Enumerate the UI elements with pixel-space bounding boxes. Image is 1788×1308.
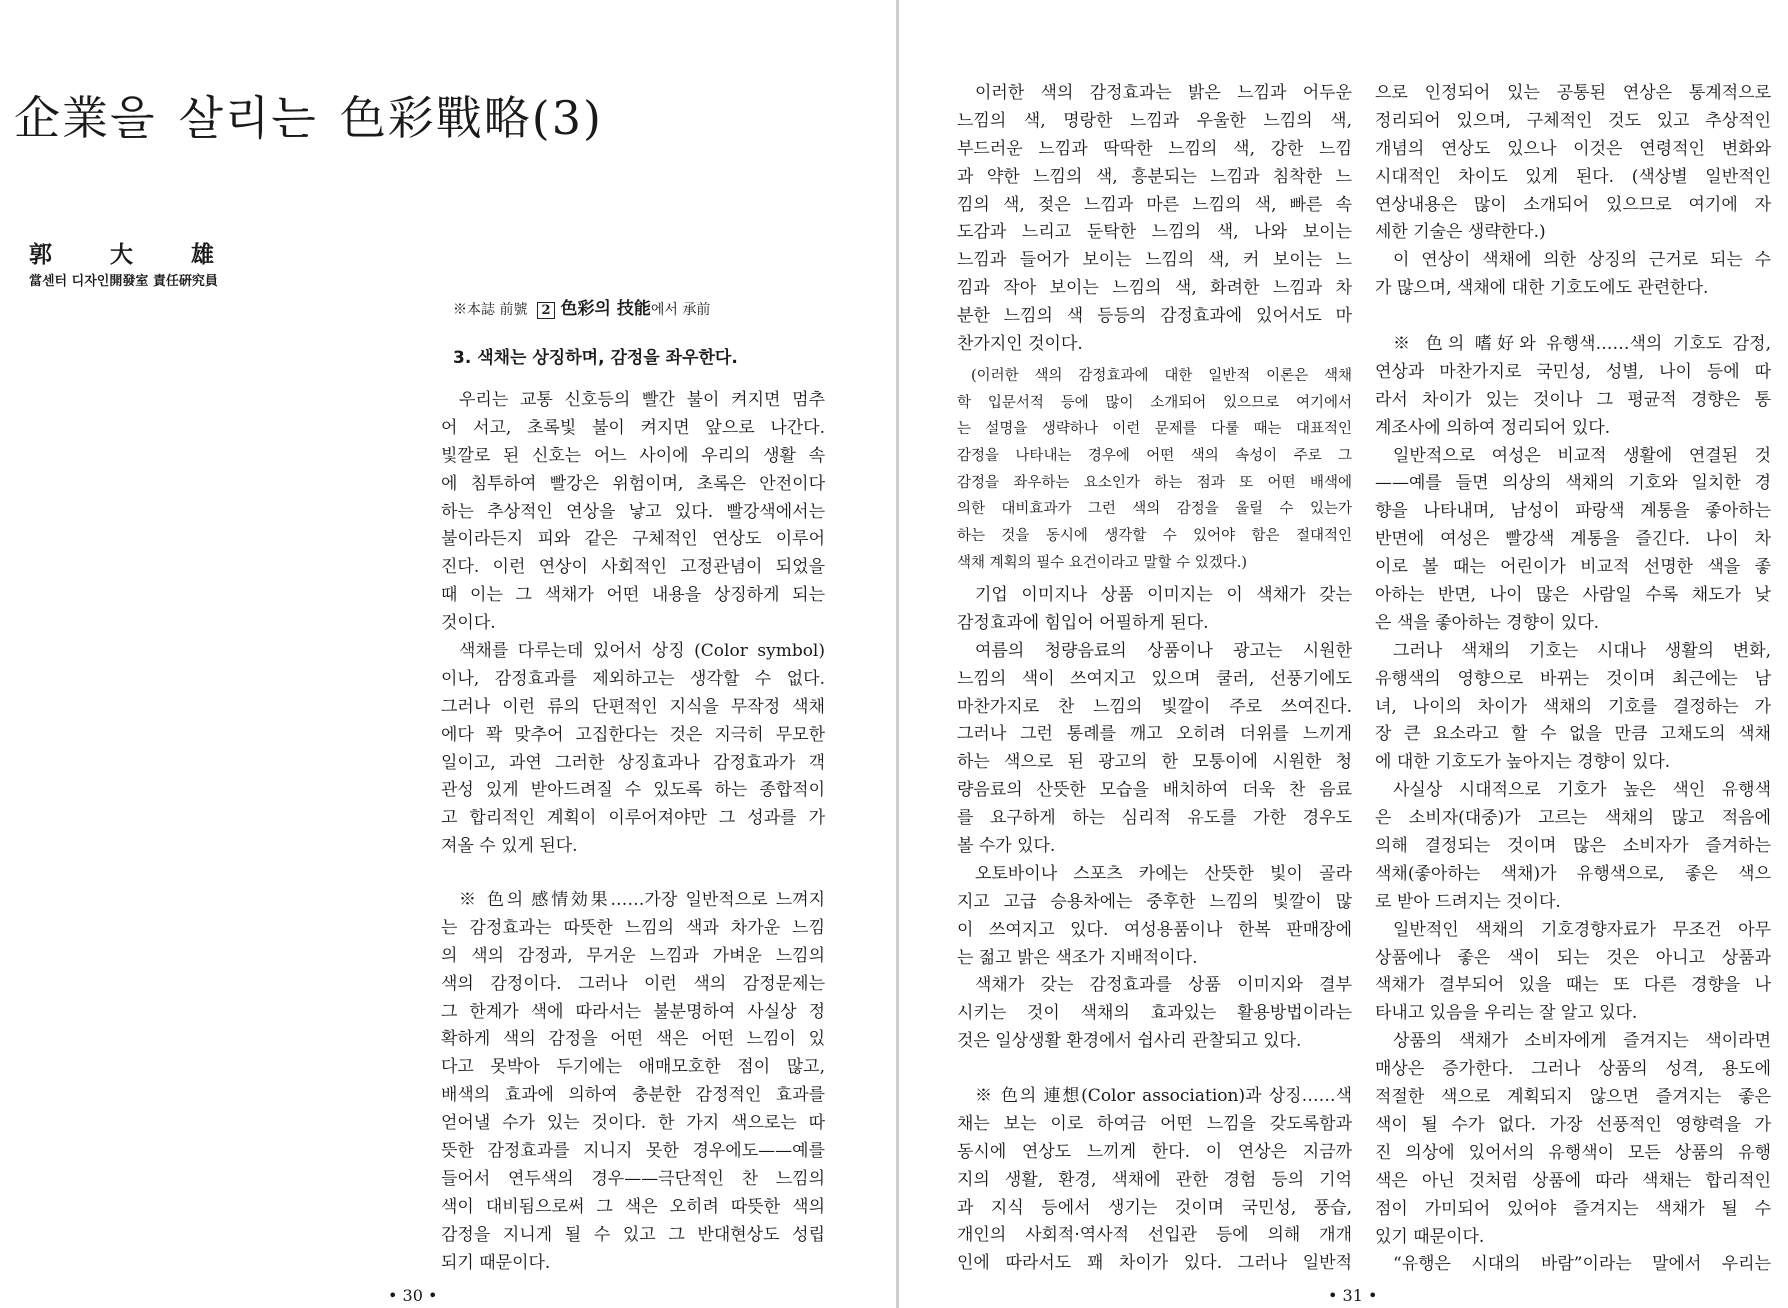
text-line: 여름의 청량음료의 상품이나 광고는 시원한 (975, 640, 1352, 661)
text-line: 고 합리적인 계획이 이루어져야만 그 성과를 가 (441, 808, 825, 829)
text-line: 것은 일상생활 환경에서 쉽사리 관찰되고 있다. (957, 1031, 1302, 1052)
author-affiliation: 當센터 디자인開發室 責任硏究員 (29, 274, 218, 289)
text-line: 색채가 갖는 감정효과를 상품 이미지와 결부 (975, 975, 1352, 996)
text-line: 으로 인정되어 있는 공통된 연상은 통계적으로 (1375, 83, 1771, 103)
text-line: 색채(좋아하는 색채)가 유행색으로, 좋은 색으 (1375, 863, 1771, 884)
text-line: 동시에 연상도 느끼게 한다. 이 연상은 지금까 (957, 1141, 1352, 1162)
text-line: 색은 아닌 것처럼 상품에 따라 색채는 합리적인 (1375, 1170, 1771, 1191)
text-line: 라서 차이가 있는 것이나 그 평균적 경향은 통 (1375, 389, 1771, 410)
author-name: 郭大雄 (29, 241, 272, 268)
text-line: 하는 색으로 된 광고의 한 모퉁이에 시원한 청 (957, 752, 1352, 773)
paragraph (1375, 80, 1771, 247)
text-line: 연상과 마찬가지로 국민성, 성별, 나이 등에 따 (1375, 361, 1771, 382)
right-column1-b (957, 582, 1352, 1056)
text-line: 녀, 나이의 차이가 색채의 기호를 결정하는 가 (1375, 696, 1771, 717)
text-line: 관성 있게 받아드려질 수 있도록 하는 종합적이 (441, 780, 825, 801)
text-line: 감정효과에 힘입어 어필하게 된다. (957, 612, 1209, 633)
text-line: 오토바이나 스포츠 카에는 산뜻한 빛이 골라 (975, 863, 1352, 884)
text-line: 진 의상에 있어서의 유행색이 모든 상품의 유행 (1375, 1142, 1771, 1163)
text-line: 반면에 여성은 빨강색 계통을 즐긴다. 나이 차 (1375, 529, 1771, 550)
text-line: 채는 보는 이로 하여금 어떤 느낌을 갖도록함과 (957, 1113, 1352, 1134)
text-line: 다고 못박아 두기에는 애매모호한 점이 많고, (441, 1057, 825, 1078)
page-number-left: • 30 • (388, 1286, 438, 1305)
text-line: 낌의 색, 젖은 느낌과 마른 느낌의 색, 빠른 속 (957, 194, 1352, 215)
page-spine (896, 0, 899, 1308)
note-number: 2 (537, 302, 554, 319)
text-line: 감정을 지니게 될 수 있고 그 반대현상도 성립 (441, 1224, 825, 1245)
text-line: 향을 나타내며, 남성이 파랑색 계통을 좋아하는 (1375, 501, 1771, 522)
left-column-b (441, 887, 825, 1277)
right-column1-parenthetical (957, 363, 1352, 577)
right-column1-a (957, 80, 1352, 359)
left-column-a (441, 387, 825, 861)
text-line: 되기 때문이다. (441, 1252, 551, 1273)
text-line: 이로 볼 때는 어린이가 비교적 선명한 색을 좋 (1375, 557, 1771, 578)
text-line: 일반적인 색채의 기호경향자료가 무조건 아무 (1393, 919, 1771, 940)
text-line: 시키는 것이 색채의 효과있는 활용방법이라는 (957, 1003, 1352, 1024)
text-line: 시대적인 차이도 있게 된다. (색상별 일반적인 (1375, 166, 1771, 187)
paragraph (1375, 331, 1771, 443)
title-part: 色彩戰略(3) (339, 91, 603, 145)
text-line: 마찬가지로 찬 느낌의 빛깔이 주로 쓰여진다. (957, 696, 1352, 717)
text-line: 느낌의 색이 쓰여지고 있으며 쿨러, 선풍기에도 (957, 668, 1352, 689)
text-line: 색의 감정이다. 그러나 이런 색의 감정문제는 (441, 973, 825, 994)
text-line: “유행은 시대의 바람”이라는 말에서 우리는 (1393, 1254, 1771, 1275)
paragraph (441, 638, 825, 861)
text-line: 량음료의 산뜻한 모습을 배치하여 더욱 찬 음료 (957, 780, 1352, 801)
text-line: 를 요구하게 하는 심리적 유도를 가한 경우도 (957, 808, 1352, 829)
paragraph (441, 387, 825, 638)
text-line: 점이 가미되어 있어야 즐겨지는 색채가 될 수 (1375, 1198, 1771, 1219)
text-line: 이 연상이 색채에 의한 상징의 근거로 되는 수 (1393, 250, 1771, 271)
text-line: 의해 결정되는 것이며 많은 소비자가 즐겨하는 (1375, 836, 1771, 857)
text-line: 유행색의 영향으로 바뀌는 것이며 최근에는 남 (1375, 668, 1771, 689)
paragraph (1375, 247, 1771, 303)
text-line: (이러한 색의 감정효과에 대한 일반적 이론은 색채 (971, 368, 1352, 384)
text-line: 계조사에 의하여 정리되어 있다. (1375, 417, 1611, 438)
text-line: 도감과 느리고 둔탁한 느낌의 색, 나와 보이는 (957, 222, 1352, 243)
page-number-right: • 31 • (1328, 1286, 1378, 1305)
text-line: 져올 수 있게 된다. (441, 836, 578, 857)
text-line: 분한 느낌의 색 등등의 감정효과에 있어서도 마 (957, 306, 1352, 327)
paragraph (1375, 777, 1771, 916)
text-line: 상품에나 좋은 색이 되는 것은 아니고 상품과 (1375, 947, 1771, 968)
text-line: 지의 생활, 환경, 색채에 관한 경험 등의 기억 (957, 1169, 1352, 1190)
text-line: 지고 고급 승용차에는 중후한 느낌의 빛깔이 많 (957, 891, 1352, 912)
paragraph (1375, 443, 1771, 638)
text-line: 우리는 교통 신호등의 빨간 불이 켜지면 멈추 (459, 390, 825, 410)
text-line: 어 서고, 초록빛 불이 켜지면 앞으로 나간다. (441, 417, 825, 438)
paragraph (441, 887, 825, 1277)
text-line: 의한 대비효과가 그런 색의 감정을 울릴 수 있는가 (957, 501, 1352, 518)
text-line: 로 받아 드려지는 것이다. (1375, 891, 1561, 912)
text-line: 는 젊고 밝은 색조가 지배적이다. (957, 947, 1198, 968)
text-line: 볼 수가 있다. (957, 836, 1056, 857)
text-line: 들어서 연두색의 경우——극단적인 찬 느낌의 (441, 1168, 825, 1189)
title-part: 살리는 (178, 91, 318, 145)
right-column2-a (1375, 80, 1771, 303)
text-line: 것이다. (441, 613, 496, 634)
text-line: 진다. 이런 연상이 사회적인 고정관념이 되었을 (441, 557, 825, 578)
text-line: 사실상 시대적으로 기호가 높은 색인 유행색 (1393, 780, 1771, 801)
paragraph (957, 972, 1352, 1056)
right-column1-c (957, 1083, 1352, 1278)
text-line: 있기 때문이다. (1375, 1226, 1485, 1247)
text-line: 그러나 그런 통례를 깨고 오히려 더위를 느끼게 (957, 724, 1352, 745)
text-line: 학 입문서적 등에 많이 소개되어 있으므로 여기에서 (957, 394, 1352, 411)
text-line: 는 감정효과는 따뜻한 느낌의 색과 차가운 느낌 (441, 917, 825, 938)
paragraph (1375, 1251, 1771, 1279)
text-line: 그러나 색채의 기호는 시대나 생활의 변화, (1393, 640, 1771, 661)
section-heading: 3. 색채는 상징하며, 감정을 좌우한다. (453, 348, 738, 368)
text-line: 낌과 작아 보이는 느낌의 색, 화려한 느낌과 차 (957, 278, 1352, 299)
text-line: 뜻한 감정효과를 지니지 못한 경우에도——예를 (441, 1141, 825, 1162)
text-line: 적절한 색으로 계획되지 않으면 즐겨지는 좋은 (1375, 1087, 1771, 1108)
text-line: ※ 色의 嗜好와 유행색……색의 기호도 감정, (1393, 334, 1771, 354)
text-line: 색채 계획의 필수 요건이라고 말할 수 있겠다.) (957, 554, 1248, 571)
paragraph (957, 861, 1352, 973)
note-bold: 色彩의 技能 (560, 299, 651, 319)
paragraph (957, 363, 1352, 577)
text-line: 확하게 색의 감정을 어떤 색은 어떤 느낌이 있 (441, 1029, 825, 1050)
text-line: 불이라든지 피와 같은 구체적인 연상도 이루어 (441, 529, 825, 550)
text-line: 그 한계가 색에 따라서는 불분명하여 사실상 정 (441, 1001, 825, 1022)
text-line: 느낌과 들어가 보이는 느낌의 색, 커 보이는 느 (957, 250, 1352, 271)
text-line: 세한 기술은 생략한다.) (1375, 222, 1546, 243)
text-line: 배색의 효과에 의하여 충분한 감정적인 효과를 (441, 1085, 825, 1106)
text-line: 에다 꽉 맞추어 고집한다는 것은 지극히 무모한 (441, 724, 825, 745)
text-line: 인에 따라서도 꽤 차이가 있다. 그러나 일반적 (957, 1253, 1352, 1274)
text-line: 개념의 연상도 있으나 이것은 연령적인 변화와 (1375, 138, 1771, 159)
text-line: 색채를 다루는데 있어서 상징 (Color symbol) (459, 641, 825, 662)
title-part: 企業을 (14, 91, 157, 145)
text-line: 얻어낼 수가 있는 것이다. 한 가지 색으로는 따 (441, 1113, 825, 1134)
paragraph (957, 638, 1352, 861)
paragraph (1375, 638, 1771, 777)
text-line: 에 대한 기호도가 높아지는 경향이 있다. (1375, 752, 1671, 773)
text-line: 하는 것을 동시에 생각할 수 있어야 함은 절대적인 (957, 528, 1352, 545)
text-line: 연상내용은 많이 소개되어 있으므로 여기에 자 (1375, 194, 1771, 215)
paragraph (1375, 917, 1771, 1029)
note-prefix: ※本誌 前號 (453, 302, 528, 318)
text-line: 색채가 결부되어 있을 때는 또 다른 경향을 나 (1375, 975, 1771, 996)
text-line: 일반적으로 여성은 비교적 생활에 연결된 것 (1393, 445, 1771, 466)
text-line: 빛깔로 된 신호는 어느 사이에 우리의 생활 속 (441, 445, 825, 466)
text-line: 하는 추상적인 연상을 낳고 있다. 빨강색에서는 (441, 501, 825, 522)
continuation-note (453, 294, 710, 319)
paragraph (1375, 1028, 1771, 1251)
text-line: 에 침투하여 빨강은 위험이며, 초록은 안전이다 (441, 473, 825, 494)
paragraph (957, 1083, 1352, 1278)
text-line: 의 색의 감정과, 무거운 느낌과 가벼운 느낌의 (441, 945, 825, 966)
text-line: 정리되어 있으며, 구체적인 것도 있고 추상적인 (1375, 110, 1771, 131)
text-line: 는 설명을 생략하나 이런 문제를 다룰 때는 대표적인 (957, 421, 1352, 438)
text-line: 상품의 색채가 소비자에게 즐겨지는 색이라면 (1393, 1031, 1771, 1052)
text-line: 아하는 반면, 나이 많은 사람일 수록 채도가 낮 (1375, 585, 1771, 606)
text-line: 때 이는 그 색채가 어떤 내용을 상징하게 되는 (441, 585, 825, 606)
right-column2-b (1375, 331, 1771, 1279)
text-line: 그러나 이런 류의 단편적인 지식을 무작정 색채 (441, 696, 825, 717)
text-line: 느낌의 색, 명랑한 느낌과 우울한 느낌의 색, (957, 110, 1352, 131)
text-line: 감정을 좌우하는 요소인가 하는 점과 또 어떤 배색에 (957, 474, 1352, 491)
text-line: 감정을 나타내는 경우에 어떤 색의 속성이 주로 그 (957, 448, 1352, 465)
text-line: 과 지식 등에서 생기는 것이며 국민성, 풍습, (957, 1197, 1352, 1218)
text-line: 이나, 감정효과를 제외하고는 생각할 수 없다. (441, 668, 825, 689)
text-line: ——예를 들면 의상의 색채의 기호와 일치한 경 (1375, 473, 1771, 494)
text-line: 색이 될 수가 없다. 가장 선풍적인 영향력을 가 (1375, 1114, 1771, 1135)
text-line: 부드러운 느낌과 딱딱한 느낌의 색, 강한 느낌 (957, 138, 1352, 159)
text-line: 과 약한 느낌의 색, 흥분되는 느낌과 침착한 느 (957, 166, 1352, 187)
text-line: 매상은 증가한다. 그러나 상품의 성격, 용도에 (1375, 1059, 1771, 1080)
text-line: 색이 대비됨으로써 그 색은 오히려 따뜻한 색의 (441, 1196, 825, 1217)
text-line: 이 쓰여지고 있다. 여성용품이나 한복 판매장에 (957, 919, 1352, 940)
paragraph (957, 582, 1352, 638)
text-line: 이러한 색의 감정효과는 밝은 느낌과 어두운 (975, 83, 1352, 103)
text-line: 개인의 사회적·역사적 선입관 등에 의해 개개 (957, 1225, 1352, 1246)
text-line: 은 소비자(대중)가 고르는 색채의 많고 적음에 (1375, 808, 1771, 829)
text-line: 장 큰 요소라고 할 수 없을 만큼 고채도의 색채 (1375, 724, 1771, 745)
text-line: ※ 色의 連想(Color association)과 상징……색 (975, 1086, 1352, 1106)
article-title (14, 88, 625, 148)
text-line: 은 색을 좋아하는 경향이 있다. (1375, 612, 1600, 633)
note-suffix: 에서 承前 (650, 302, 711, 318)
text-line: ※ 色의 感情効果……가장 일반적으로 느껴지 (459, 890, 825, 910)
text-line: 타내고 있음을 우리는 잘 알고 있다. (1375, 1003, 1638, 1024)
text-line: 일이고, 과연 그러한 상징효과나 감정효과가 객 (441, 752, 825, 773)
text-line: 가 많으며, 색채에 대한 기호도에도 관련한다. (1375, 278, 1709, 299)
paragraph (957, 80, 1352, 359)
text-line: 기업 이미지나 상품 이미지는 이 색채가 갖는 (975, 585, 1352, 605)
text-line: 찬가지인 것이다. (957, 334, 1083, 355)
